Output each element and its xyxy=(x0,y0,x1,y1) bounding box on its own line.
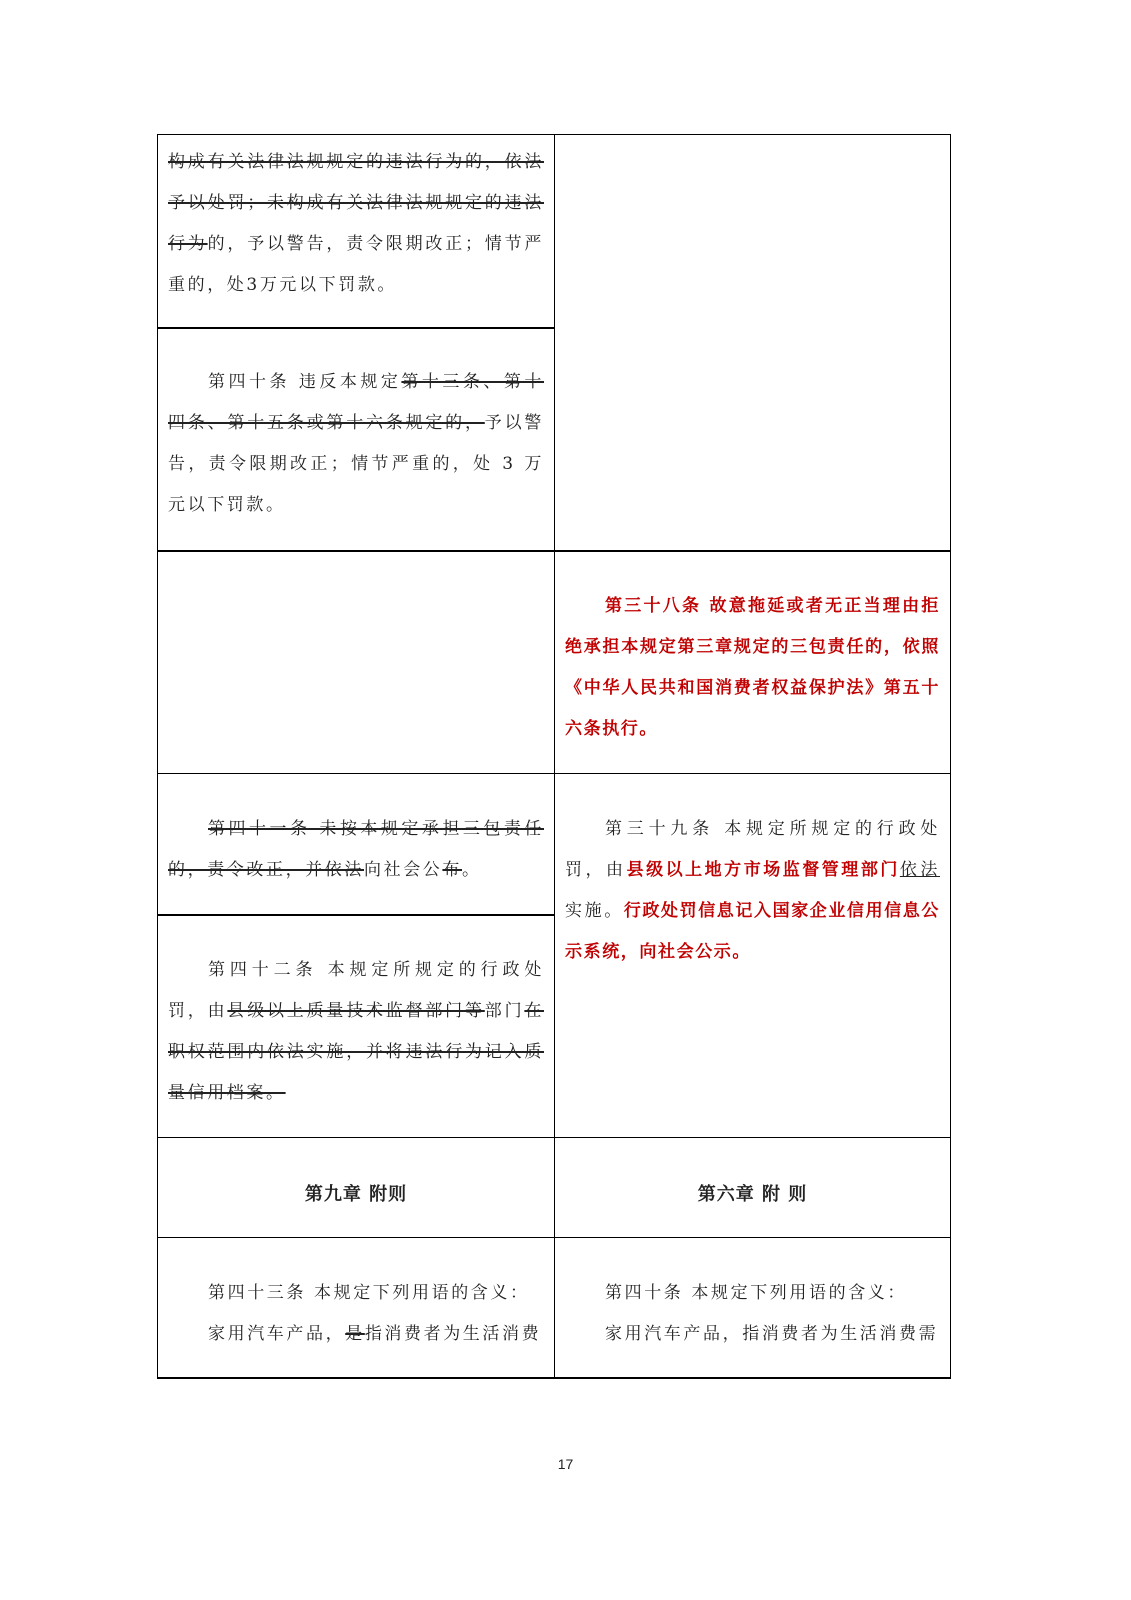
text-segment: 予以警告，责令限期改正；情节严重的，处 3 万元以下罚款。 xyxy=(168,413,544,515)
row-divider xyxy=(157,773,951,774)
paragraph xyxy=(168,950,544,1114)
text-segment: 的，予以警告，责令限期改正；情节严重的，处3万元以下罚款。 xyxy=(168,234,545,295)
text-segment: 家用汽车产品，指消费者为生活消费需 xyxy=(605,1324,939,1344)
deleted-text: 第十三条、第十四条、第十五条或第十六条规定的， xyxy=(168,372,545,433)
paragraph xyxy=(565,1273,940,1314)
text-segment: 指消费者为生活消费 xyxy=(364,1324,542,1344)
text-segment: 向社会公 xyxy=(364,860,443,880)
cell-new-38 xyxy=(555,586,950,772)
deleted-text: 布 xyxy=(442,860,463,880)
added-text: 第三十八条 故意拖延或者无正当理由拒绝承担本规定第三章规定的三包责任的，依照《中华人民共和国消费者权益保护法》第五十六条执行。 xyxy=(565,596,940,739)
paragraph xyxy=(168,362,544,526)
deleted-text: 县级以上质量技术监督部门等 xyxy=(227,1001,485,1021)
cell-old-41 xyxy=(158,809,554,914)
row-divider xyxy=(157,327,555,329)
cell-old-43 xyxy=(158,1273,554,1377)
text-segment: 第四十条 违反本规定 xyxy=(208,372,402,392)
paragraph xyxy=(565,1314,940,1355)
text-segment: 第四十三条 本规定下列用语的含义： xyxy=(208,1283,530,1303)
text-segment: 。 xyxy=(462,860,482,880)
text-segment: 第四十二条 本规定所规定的行政处罚，由 xyxy=(168,960,544,1021)
paragraph xyxy=(565,586,940,750)
chapter-heading-old: 第九章 附则 xyxy=(304,1184,408,1205)
cell-old-40 xyxy=(158,362,554,550)
page-number: 17 xyxy=(557,1456,574,1472)
paragraph xyxy=(565,809,940,973)
text-segment: 依法 xyxy=(899,860,940,880)
row-divider xyxy=(157,1137,951,1138)
text-segment: 第三十九条 本规定所规定的行政处罚，由 xyxy=(565,819,940,880)
row-divider xyxy=(157,1237,951,1238)
chapter-heading-new: 第六章 附 则 xyxy=(697,1184,808,1205)
paragraph xyxy=(168,1273,544,1314)
row-divider xyxy=(157,550,951,552)
row-divider xyxy=(157,914,555,916)
text-segment: 部门 xyxy=(484,1001,525,1021)
cell-new-39 xyxy=(555,809,950,1137)
deleted-text: 构成有关法律法规规定的违法行为的，依法予以处罚；未构成有关法律法规规定的违法行为 xyxy=(168,152,544,254)
paragraph xyxy=(168,142,544,306)
cell-old-42 xyxy=(158,950,554,1137)
cell-old-39-tail xyxy=(158,142,554,327)
text-segment: 家用汽车产品， xyxy=(208,1324,346,1344)
cell-new-40 xyxy=(555,1273,950,1377)
text-segment: 第四十条 本规定下列用语的含义： xyxy=(605,1283,908,1303)
paragraph xyxy=(168,1314,544,1355)
added-text: 行政处罚信息记入国家企业信用信息公示系统，向社会公示。 xyxy=(565,901,941,962)
deleted-text: 在职权范围内依法实施，并将违法行为记入质量信用档案。 xyxy=(168,1001,544,1103)
deleted-text: 是 xyxy=(345,1324,365,1344)
text-segment: 实施。 xyxy=(565,901,624,921)
paragraph xyxy=(168,809,544,891)
deleted-text: 第四十一条 未按本规定承担三包责任的，责令改正，并依法 xyxy=(168,819,544,880)
table-border-right xyxy=(950,134,951,1379)
table-border-bottom xyxy=(157,1377,951,1379)
added-text: 县级以上地方市场监督管理部门 xyxy=(626,860,900,880)
